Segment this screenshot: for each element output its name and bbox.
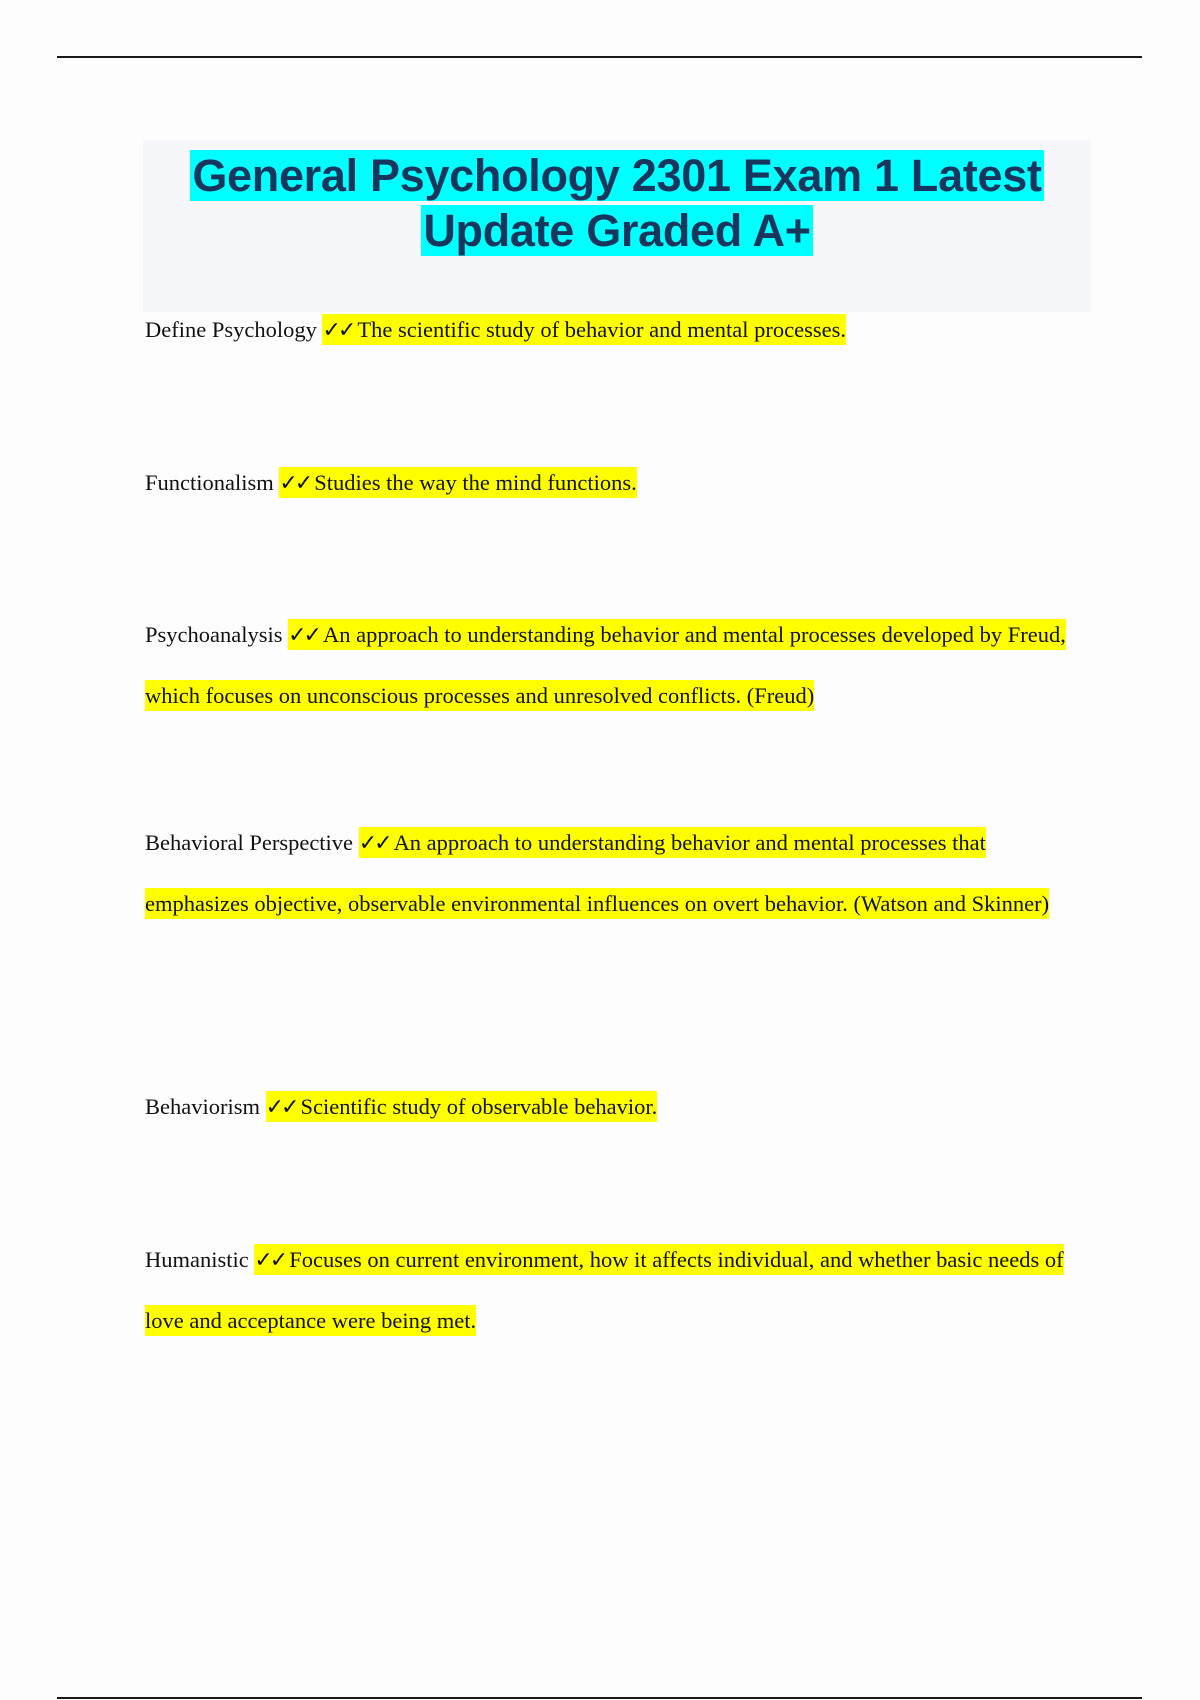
entry-term: Define Psychology <box>145 317 317 342</box>
entry-term: Psychoanalysis <box>145 622 283 647</box>
entry-term: Behaviorism <box>145 1094 260 1119</box>
definition-entry <box>145 300 1085 361</box>
entry-definition-highlight <box>322 314 845 345</box>
definition-entry <box>145 1077 1085 1138</box>
top-rule <box>57 56 1142 58</box>
title-line-2: Update Graded A+ <box>423 205 811 256</box>
title-line-1: General Psychology 2301 Exam 1 Latest <box>192 150 1042 201</box>
double-check-icon: ✓✓ <box>254 1248 286 1273</box>
entry-definition: An approach to understanding behavior and mental processes that emphasizes objective, observable environmental influences on overt behavior. (Watson and Skinner) <box>145 830 1050 916</box>
double-check-icon: ✓✓ <box>265 1095 297 1120</box>
definition-entry <box>145 1230 1085 1351</box>
entry-definition-highlight <box>145 1244 1064 1336</box>
entry-term: Humanistic <box>145 1247 249 1272</box>
entry-definition: Scientific study of observable behavior. <box>300 1094 658 1119</box>
entry-definition: Focuses on current environment, how it affects individual, and whether basic needs of love and acceptance were being met. <box>145 1247 1064 1333</box>
bottom-rule <box>57 1697 1142 1699</box>
title-block <box>143 140 1091 312</box>
page-title <box>143 148 1091 258</box>
definition-entry <box>145 605 1085 726</box>
entry-definition: Studies the way the mind functions. <box>314 470 637 495</box>
double-check-icon: ✓✓ <box>322 318 354 343</box>
entry-definition-highlight <box>266 1091 658 1122</box>
double-check-icon: ✓✓ <box>358 831 390 856</box>
entry-term: Functionalism <box>145 470 274 495</box>
entry-term: Behavioral Perspective <box>145 830 354 855</box>
entry-definition-highlight <box>279 467 636 498</box>
entry-definition-highlight <box>145 619 1066 711</box>
double-check-icon: ✓✓ <box>288 623 319 648</box>
definition-entry <box>145 453 1085 514</box>
double-check-icon: ✓✓ <box>279 471 311 496</box>
entry-definition: An approach to understanding behavior and mental processes developed by Freud, which focuses on unconscious processes and unresolved conflicts. (Freud) <box>145 622 1066 708</box>
entry-definition: The scientific study of behavior and mental processes. <box>357 317 846 342</box>
definition-entry <box>145 813 1085 934</box>
